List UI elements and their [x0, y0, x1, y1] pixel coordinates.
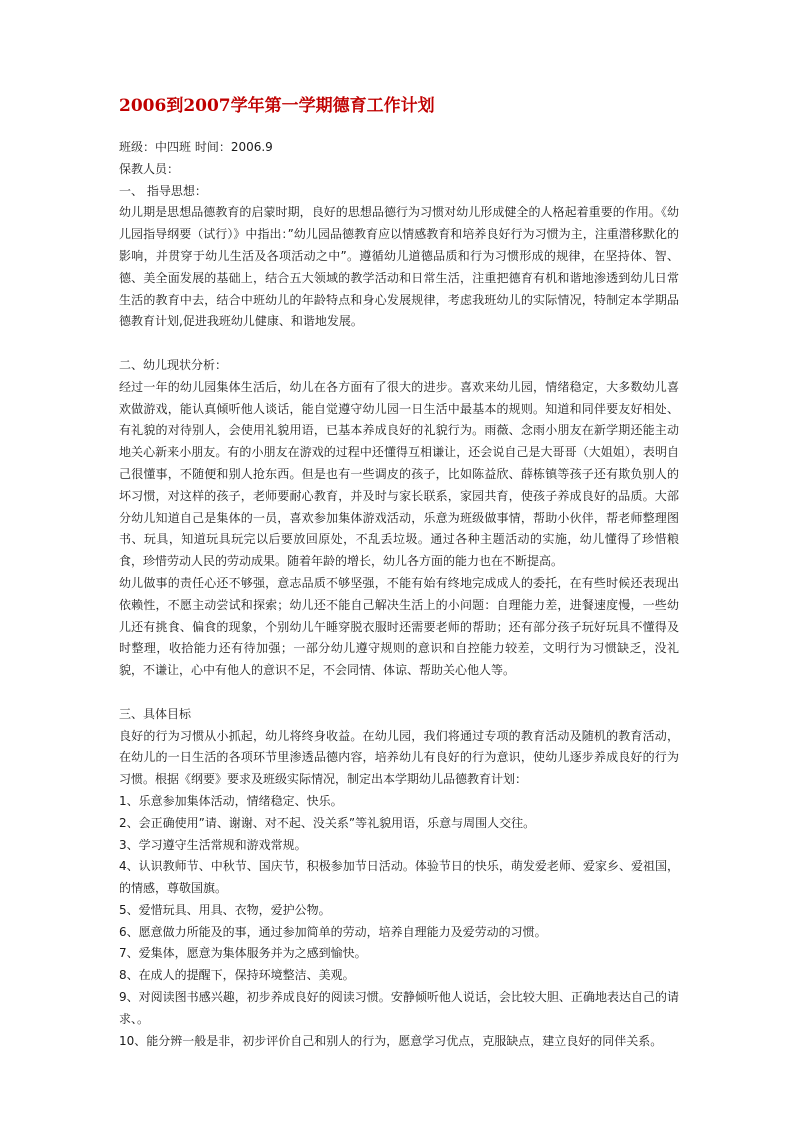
- goal-item: 8、在成人的提醒下，保持环境整洁、美观。: [119, 968, 355, 983]
- staff-line: 保教人员：: [119, 161, 180, 176]
- document-title: 2006到2007学年第一学期德育工作计划: [119, 96, 435, 116]
- spacer: [119, 682, 679, 704]
- section2-paragraph-1: 经过一年的幼儿园集体生活后，幼儿在各方面有了很大的进步。喜欢来幼儿园，情绪稳定，大多数幼儿喜欢做游戏，能认真倾听他人谈话，能自觉遵守幼儿园一日生活中最基本的规则。知道和同伴要友好相处、有礼貌的对待别人，会使用礼貌用语，已基本养成良好的礼貌行为。雨薇、念雨小朋友在新学期还能主动地关心新来小朋友。有的小朋友在游戏的过程中还懂得互相谦让，还会说自己是大哥哥（大姐姐），表明自己很懂事，不随便和别人抢东西。但是也有一些调皮的孩子，比如陈益欣、薛栋镇等孩子还有欺负别人的坏习惯，对这样的孩子，老师要耐心教育，并及时与家长联系，家园共育，使孩子养成良好的品质。大部分幼儿知道自己是集体的一员，喜欢参加集体游戏活动，乐意为班级做事情，帮助小伙伴，帮老师整理图书、玩具，知道玩具玩完以后要放回原处，不乱丢垃圾。通过各种主题活动的实施，幼儿懂得了珍惜粮食，珍惜劳动人民的劳动成果。随着年龄的增长，幼儿各方面的能力也在不断提高。: [119, 379, 679, 569]
- section1-paragraph: 幼儿期是思想品德教育的启蒙时期，良好的思想品德行为习惯对幼儿形成健全的人格起着重要的作用。《幼儿园指导纲要（试行）》中指出：”幼儿园品德教育应以情感教育和培养良好行为习惯为主，注重潜移默化的影响，并贯穿于幼儿生活及各项活动之中”。遵循幼儿道德品质和行为习惯形成的规律，在坚持体、智、德、美全面发展的基础上，结合五大领域的教学活动和日常生活，注重把德育有机和谐地渗透到幼儿日常生活的教育中去，结合中班幼儿的年龄特点和身心发展规律，考虑我班幼儿的实际情况，特制定本学期品德教育计划,促进我班幼儿健康、和谐地发展。: [119, 205, 679, 329]
- class-time-line: 班级：中四班 时间：2006.9: [119, 140, 273, 154]
- section2-paragraph-2: 幼儿做事的责任心还不够强，意志品质不够坚强，不能有始有终地完成成人的委托，在有些时候还表现出依赖性，不愿主动尝试和探索；幼儿还不能自己解决生活上的小问题：自理能力差，进餐速度慢，一些幼儿还有挑食、偏食的现象，个别幼儿午睡穿脱衣服时还需要老师的帮助；还有部分孩子玩好玩具不懂得及时整理，收拾能力还有待加强；一部分幼儿遵守规则的意识和自控能力较差，文明行为习惯缺乏，没礼貌，不谦让，心中有他人的意识不足，不会同情、体谅、帮助关心他人等。: [119, 575, 679, 678]
- goal-item: 6、愿意做力所能及的事，通过参加简单的劳动，培养自理能力及爱劳动的习惯。: [119, 924, 547, 939]
- section1-heading: 一、 指导思想：: [119, 183, 207, 198]
- section3-heading: 三、具体目标: [119, 706, 192, 721]
- section2-heading: 二、幼儿现状分析：: [119, 357, 228, 372]
- goal-item: 10、能分辨一般是非，初步评价自己和别人的行为，愿意学习优点，克服缺点，建立良好的同伴关系。: [119, 1033, 663, 1048]
- spacer: [119, 333, 679, 355]
- goal-item: 9、对阅读图书感兴趣，初步养成良好的阅读习惯。安静倾听他人说话，会比较大胆、正确地表达自己的请求、。: [119, 990, 679, 1026]
- goal-item: 1、乐意参加集体活动，情绪稳定、快乐。: [119, 793, 343, 808]
- section3-intro: 良好的行为习惯从小抓起，幼儿将终身收益。在幼儿园，我们将通过专项的教育活动及随机的教育活动，在幼儿的一日生活的各项环节里渗透品德内容，培养幼儿有良好的行为意识，使幼儿逐步养成良好的行为习惯。根据《纲要》要求及班级实际情况，制定出本学期幼儿品德教育计划：: [119, 728, 679, 787]
- goal-item: 3、学习遵守生活常规和游戏常规。: [119, 837, 307, 852]
- goal-item: 7、爱集体，愿意为集体服务并为之感到愉快。: [119, 946, 367, 961]
- goal-item: 4、认识教师节、中秋节、国庆节，积极参加节日活动。体验节日的快乐，萌发爱老师、爱家乡、爱祖国，的情感，尊敬国旗。: [119, 859, 679, 896]
- goal-item: 5、爱惜玩具、用具、衣物，爱护公物。: [119, 902, 331, 917]
- goal-item: 2、会正确使用”请、谢谢、对不起、没关系”等礼貌用语，乐意与周围人交往。: [119, 815, 536, 830]
- document-body: [119, 137, 679, 1052]
